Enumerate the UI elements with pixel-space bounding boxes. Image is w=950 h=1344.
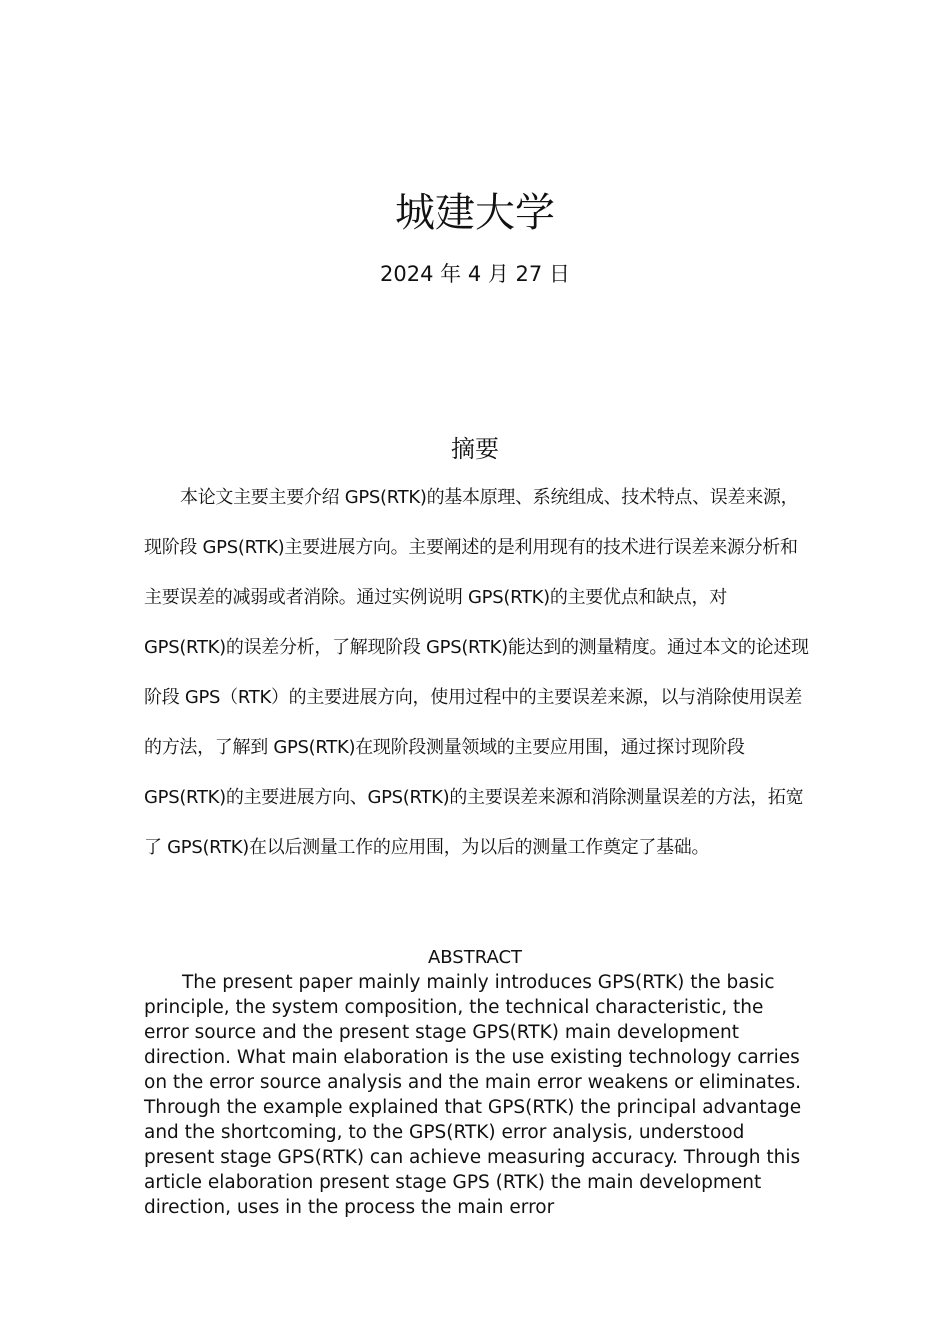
- abstract-cn-heading: 摘要: [451, 435, 499, 463]
- abstract-en-body: The present paper mainly mainly introduces GPS(RTK) the basic principle, the system composition, the technical characteristic, the error source and the present stage GPS(RTK) main development direction. What main elaboration is the use existing technology carries on the error source analysis and the main error weakens or eliminates. Through the example explained that GPS(RTK) the principal advantage and the shortcoming, to the GPS(RTK) error analysis, understood present stage GPS(RTK) can achieve measuring accuracy. Through this article elaboration present stage GPS (RTK) the main development direction, uses in the process the main error: [144, 972, 802, 1218]
- abstract-cn-body: 本论文主要主要介绍 GPS(RTK)的基本原理、系统组成、技术特点、误差来源，现阶段 GPS(RTK)主要进展方向。主要阐述的是利用现有的技术进行误差来源分析和主要误差的减弱或者消除。通过实例说明 GPS(RTK)的主要优点和缺点，对 GPS(RTK)的误差分析，了解现阶段 GPS(RTK)能达到的测量精度。通过本文的论述现阶段 GPS（RTK）的主要进展方向，使用过程中的主要误差来源，以与消除使用误差的方法，了解到 GPS(RTK)在现阶段测量领域的主要应用围，通过探讨现阶段 GPS(RTK)的主要进展方向、GPS(RTK)的主要误差来源和消除测量误差的方法，拓宽了 GPS(RTK)在以后测量工作的应用围，为以后的测量工作奠定了基础。: [144, 487, 809, 858]
- document-date: 2024 年 4 月 27 日: [380, 262, 570, 286]
- university-title: 城建大学: [395, 190, 555, 236]
- abstract-en-heading: ABSTRACT: [427, 947, 523, 968]
